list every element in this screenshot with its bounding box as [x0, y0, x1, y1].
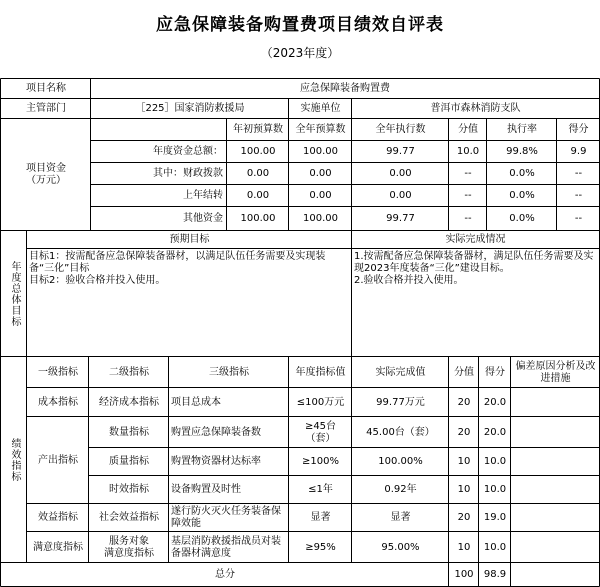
perf-score: 10 [457, 541, 471, 553]
actual-goals-text: 1.按需配备应急保障装备器材，满足队伍任务需要及实现2023年度装备“三化”建设目标。 2.验收合格并投入使用。 [354, 251, 594, 286]
perf-note [511, 448, 599, 476]
funds-cell: 0.00 [309, 168, 332, 179]
perf-got: 10.0 [483, 456, 507, 467]
perf-level1: 满意度指标 [33, 541, 83, 553]
perf-score: 20 [457, 396, 471, 408]
perf-score: 10 [457, 484, 471, 495]
funds-cell: 100.00 [240, 146, 276, 157]
perf-target: 显著 [310, 512, 331, 523]
perf-got: 20.0 [483, 396, 507, 408]
funds-header: 全年预算数 [295, 124, 346, 135]
perf-note [511, 532, 599, 563]
perf-target: ≤100万元 [296, 396, 345, 408]
funds-header: 年初预算数 [233, 124, 283, 135]
project-name-value: 应急保障装备购置费 [300, 83, 390, 94]
perf-level3: 购置应急保障装备数 [171, 426, 261, 438]
funds-cell: 0.00 [389, 190, 412, 201]
funds-cell: 0.0% [509, 168, 535, 179]
perf-got: 10.0 [483, 484, 507, 495]
funds-cell: -- [464, 213, 472, 224]
funds-cell: -- [574, 190, 583, 201]
perf-label: 绩效指标 [9, 438, 20, 482]
goals-label: 年度总体目标 [9, 261, 20, 327]
funds-header: 得分 [568, 124, 589, 135]
dept-label: 主管部门 [26, 103, 66, 114]
perf-header: 二级指标 [109, 366, 149, 378]
funds-cell: 9.9 [570, 146, 587, 157]
perf-got: 10.0 [483, 541, 507, 553]
funds-row-name: 其中：财政拨款 [153, 168, 223, 179]
total-score: 100 [454, 569, 474, 580]
perf-score: 10 [457, 456, 471, 467]
funds-header: 执行率 [507, 124, 537, 135]
perf-note [511, 504, 599, 532]
perf-target: ≤1年 [308, 484, 333, 495]
funds-cell: 0.00 [309, 190, 332, 201]
perf-level3: 设备购置及时性 [171, 484, 241, 495]
perf-header: 得分 [485, 366, 505, 378]
perf-score: 20 [457, 512, 471, 523]
funds-cell: 0.00 [246, 190, 270, 201]
funds-header: 分值 [458, 124, 478, 135]
expected-header: 预期目标 [169, 234, 210, 245]
funds-cell: 99.77 [386, 146, 415, 157]
funds-row-name: 其他资金 [183, 213, 223, 224]
funds-row-name: 年度资金总额： [153, 146, 223, 157]
perf-level1: 产出指标 [38, 454, 78, 466]
funds-cell: 0.00 [246, 168, 270, 179]
perf-level2: 质量指标 [109, 456, 149, 467]
perf-got: 19.0 [483, 512, 507, 523]
perf-note [511, 388, 599, 417]
funds-cell: 0.0% [509, 213, 535, 224]
perf-actual: 45.00台（套） [366, 426, 435, 438]
perf-actual: 0.92年 [384, 484, 417, 495]
perf-level3: 项目总成本 [171, 396, 221, 408]
funds-cell: 100.00 [240, 213, 276, 224]
funds-cell: 100.00 [303, 146, 338, 157]
total-got: 98.9 [483, 569, 507, 580]
perf-level3: 遂行防火灭火任务装备保障效能 [171, 506, 281, 529]
perf-actual: 100.00% [378, 456, 423, 467]
perf-score: 20 [457, 426, 471, 438]
perf-note [511, 417, 599, 448]
funds-cell: 0.00 [389, 168, 412, 179]
perf-level3: 购置物资器材达标率 [171, 456, 261, 467]
perf-target: ≥95% [305, 541, 336, 553]
funds-cell: 0.0% [509, 190, 535, 201]
project-name-label: 项目名称 [26, 83, 66, 94]
perf-header: 实际完成值 [375, 366, 426, 378]
perf-actual: 95.00% [381, 541, 420, 553]
funds-cell: -- [574, 168, 583, 179]
perf-level2: 经济成本指标 [99, 396, 159, 408]
perf-level2: 社会效益指标 [99, 512, 159, 523]
perf-header: 一级指标 [38, 366, 78, 378]
actual-header: 实际完成情况 [445, 234, 506, 245]
funds-cell: -- [464, 190, 472, 201]
perf-target: ≥100% [302, 456, 339, 467]
perf-level1: 效益指标 [38, 512, 78, 523]
perf-note [511, 476, 599, 504]
impl-label: 实施单位 [300, 103, 341, 114]
page-title: 应急保障装备购置费项目绩效自评表 [156, 15, 444, 35]
perf-actual: 99.77万元 [376, 396, 425, 408]
funds-cell: 10.0 [456, 146, 480, 157]
perf-header: 年度指标值 [295, 366, 346, 378]
funds-row-name: 上年结转 [183, 190, 223, 201]
funds-cell: 99.8% [506, 146, 538, 157]
perf-target: ≥45台 （套） [304, 420, 337, 444]
perf-header: 分值 [454, 366, 474, 378]
funds-label: 项目资金 （万元） [26, 163, 66, 186]
perf-header: 偏差原因分析及改进措施 [515, 360, 596, 384]
expected-goals-text: 目标1：按需配备应急保障装备器材，以满足队伍任务需要及实现装备“三化”目标 目标2：验收合格并投入使用。 [29, 251, 326, 286]
perf-level2: 时效指标 [109, 484, 149, 495]
funds-cell: -- [464, 168, 472, 179]
perf-header: 三级指标 [209, 366, 249, 378]
dept-value: ［225］国家消防救援局 [135, 103, 245, 114]
funds-cell: 100.00 [303, 213, 338, 224]
funds-header: 全年执行数 [375, 124, 426, 135]
funds-cell: -- [574, 213, 583, 224]
perf-got: 20.0 [483, 426, 507, 438]
perf-level1: 成本指标 [38, 396, 78, 408]
perf-level3: 基层消防救援指战员对装备器材满意度 [171, 535, 281, 559]
funds-cell: 99.77 [386, 213, 415, 224]
perf-level2: 数量指标 [109, 426, 149, 438]
report-year: （2023年度） [260, 46, 340, 60]
perf-actual: 显著 [390, 512, 411, 523]
total-label: 总分 [215, 569, 235, 580]
impl-value: 普洱市森林消防支队 [430, 103, 521, 114]
perf-level2: 服务对象 满意度指标 [104, 535, 154, 559]
